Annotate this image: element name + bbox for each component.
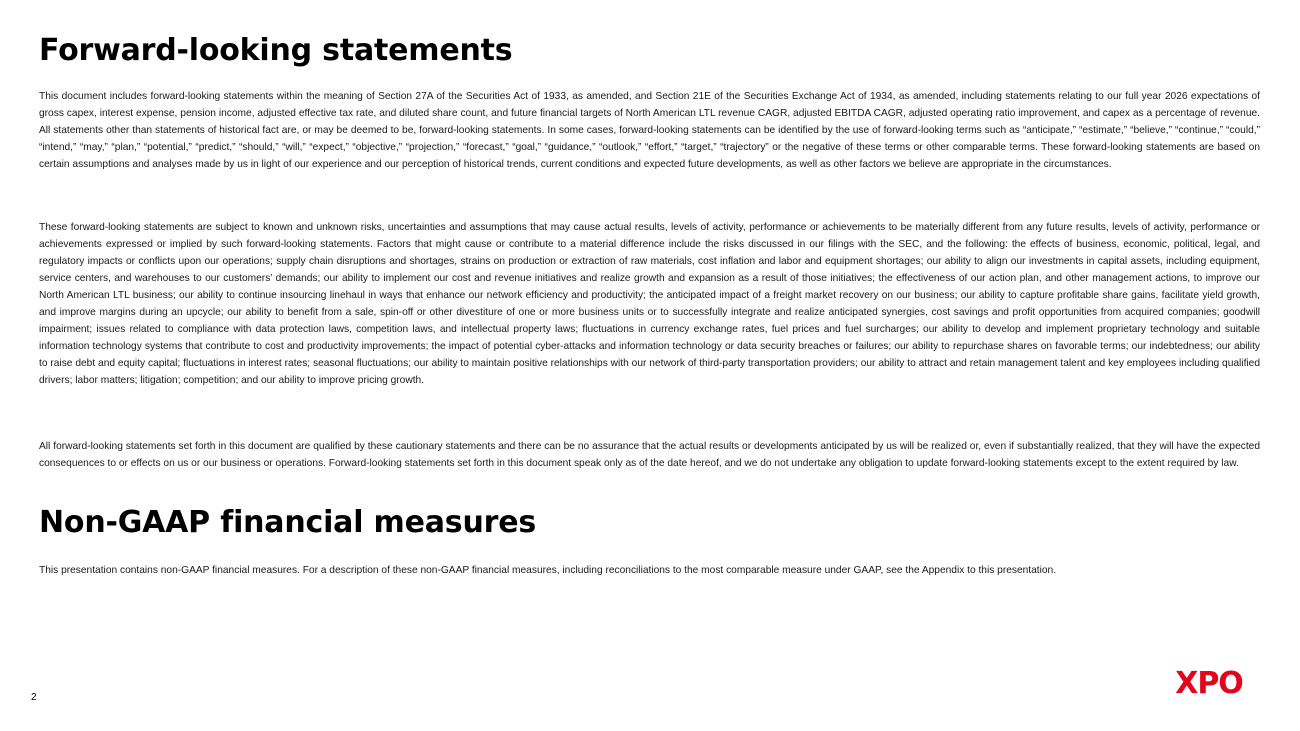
xpo-logo-mark <box>1170 665 1248 699</box>
xpo-logo <box>1170 665 1248 699</box>
forward-looking-heading: Forward-looking statements <box>39 33 513 68</box>
forward-looking-paragraph-3: All forward-looking statements set forth in this document are qualified by these cautionary statements and there can be no assurance that the actual results or developments anticipated by us will be realized or, even if substantially realized, that they will have the expected consequences to or effects on us or our business or operations. Forward-looking statements set forth in this document speak only as of the date hereof, and we do not undertake any obligation to update forward-looking statements except to the extent required by law. <box>39 441 1260 469</box>
forward-looking-paragraph-2: These forward-looking statements are subject to known and unknown risks, uncertainties and assumptions that may cause actual results, levels of activity, performance or achievements to be materially different from any future results, levels of activity, performance or achievements expressed or implied by such forward-looking statements. Factors that might cause or contribute to a material difference include the risks discussed in our filings with the SEC, and the following: the effects of business, economic, political, legal, and regulatory impacts or conflicts upon our operations; supply chain disruptions and shortages, strains on production or extraction of raw materials, cost inflation and labor and equipment shortages; our ability to align our investments in capital assets, including equipment, service centers, and warehouses to our customers’ demands; our ability to implement our cost and revenue initiatives and realize growth and expansion as a result of those initiatives; the effectiveness of our action plan, and other management actions, to improve our North American LTL business; our ability to continue insourcing linehaul in ways that enhance our network efficiency and productivity; the anticipated impact of a freight market recovery on our business; our ability to capture profitable share gains, facilitate yield growth, and improve margins during an upcycle; our ability to benefit from a sale, spin-off or other divestiture of one or more business units or to successfully integrate and realize anticipated synergies, cost savings and profit opportunities from acquired companies; goodwill impairment; issues related to compliance with data protection laws, competition laws, and intellectual property laws; fluctuations in currency exchange rates, fuel prices and fuel surcharges; our ability to develop and implement proprietary technology and suitable information technology systems that contribute to cost and productivity improvements; the impact of potential cyber-attacks and information technology or data security breaches or failures; our ability to repurchase shares on favorable terms; our indebtedness; our ability to raise debt and equity capital; fluctuations in interest rates; seasonal fluctuations; our ability to maintain positive relationships with our network of third-party transportation providers; our ability to attract and retain management talent and key employees including qualified drivers; labor matters; litigation; competition; and our ability to improve pricing growth. <box>39 222 1260 386</box>
page-number: 2 <box>31 692 37 703</box>
non-gaap-heading: Non-GAAP financial measures <box>39 505 537 540</box>
non-gaap-paragraph: This presentation contains non-GAAP financial measures. For a description of these non-GAAP financial measures, including reconciliations to the most comparable measure under GAAP, see the Appendix to this presentation. <box>39 565 1057 576</box>
xpo-logo-text: XPO <box>1175 666 1243 699</box>
forward-looking-paragraph-1: This document includes forward-looking statements within the meaning of Section 27A of the Securities Act of 1933, as amended, and Section 21E of the Securities Exchange Act of 1934, as amended, including statements relating to our full year 2026 expectations of gross capex, interest expense, pension income, adjusted effective tax rate, and diluted share count, and future financial targets of North American LTL revenue CAGR, adjusted EBITDA CAGR, adjusted operating ratio improvement, and capex as a percentage of revenue. All statements other than statements of historical fact are, or may be deemed to be, forward-looking statements. In some cases, forward-looking statements can be identified by the use of forward-looking terms such as “anticipate,” “estimate,” “believe,” “continue,” “could,” “intend,” “may,” “plan,” “potential,” “predict,” “should,” “will,” “expect,” “objective,” “projection,” “forecast,” “goal,” “guidance,” “outlook,” “effort,” “target,” “trajectory” or the negative of these terms or other comparable terms. These forward-looking statements are based on certain assumptions and analyses made by us in light of our experience and our perception of historical trends, current conditions and expected future developments, as well as other factors we believe are appropriate in the circumstances. <box>39 91 1260 170</box>
